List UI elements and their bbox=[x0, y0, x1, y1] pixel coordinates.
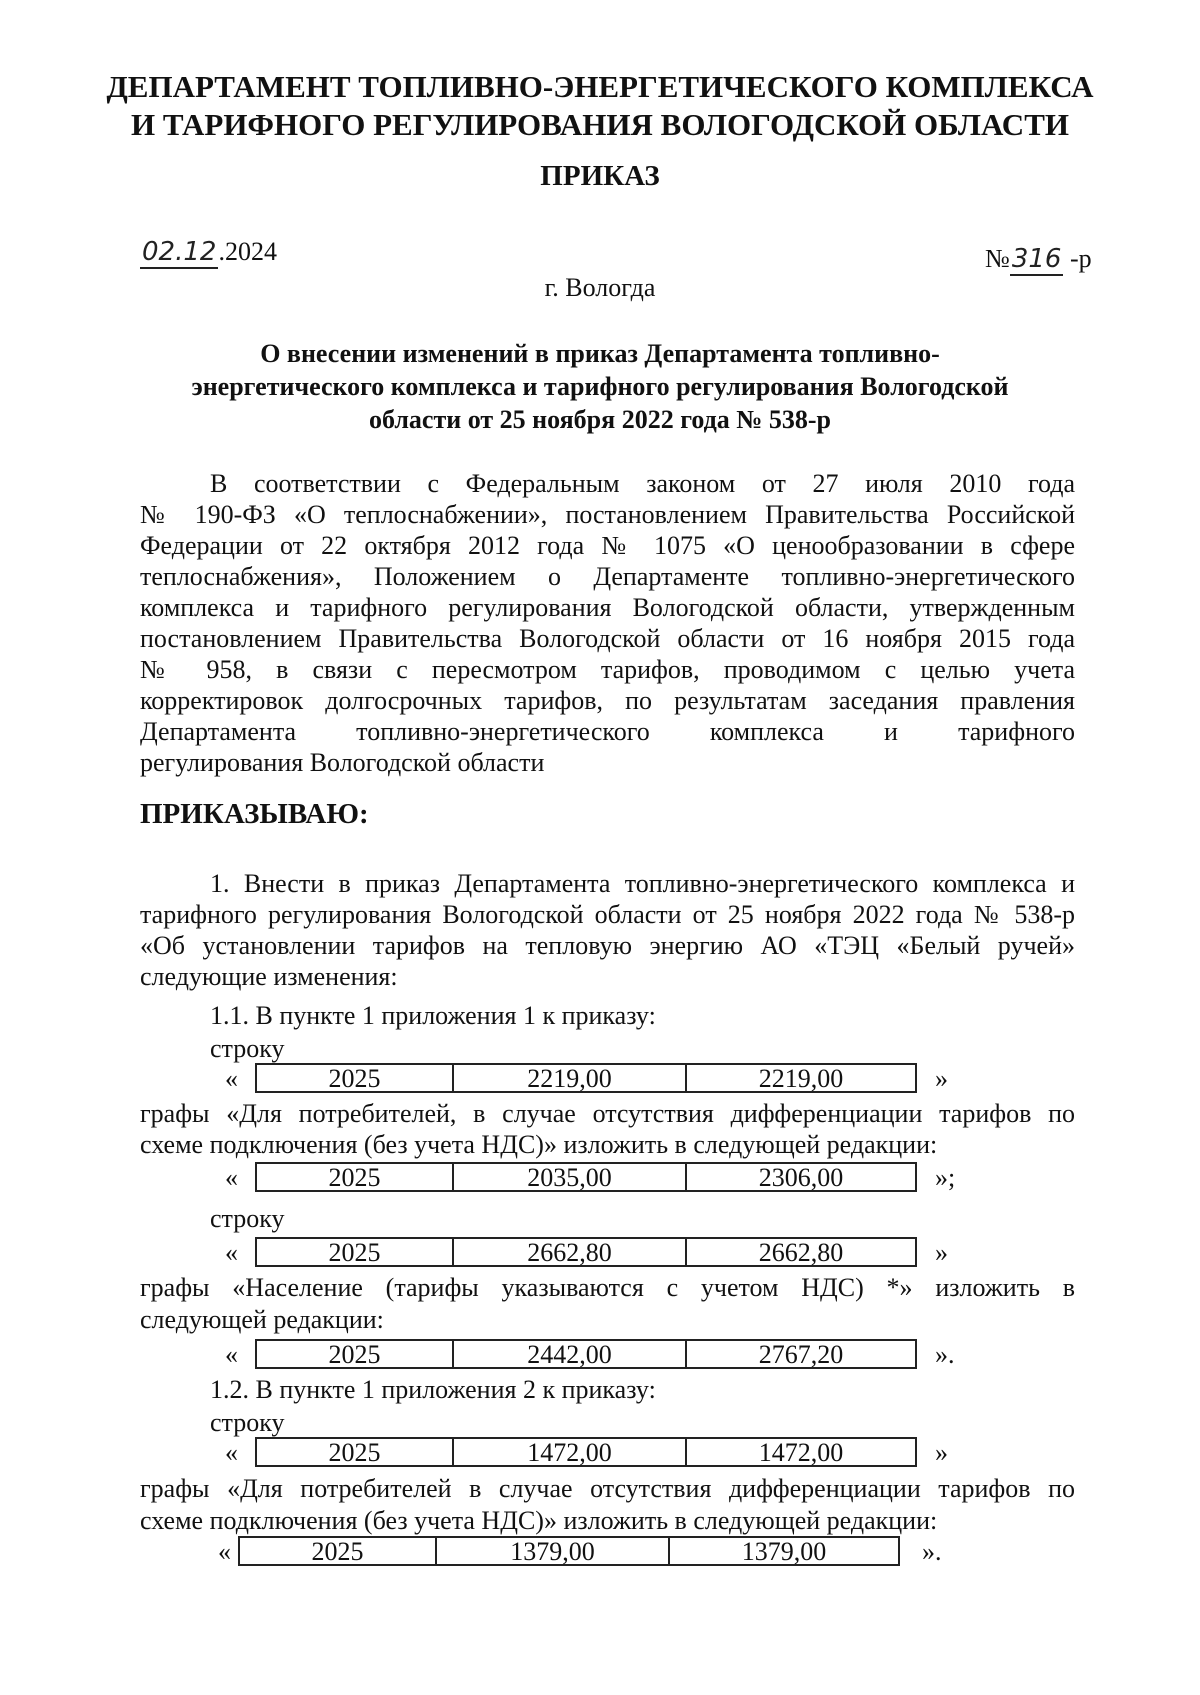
item1-line: тарифного регулирования Вологодской области от 25 ноября 2022 года № 538-р bbox=[140, 900, 1075, 929]
row-f-value1: 1379,00 bbox=[437, 1538, 670, 1564]
preamble-line: Департамента топливно-энергетического комплекса и тарифного bbox=[140, 717, 1075, 746]
row-word-3: строку bbox=[210, 1408, 285, 1437]
row-c-year: 2025 bbox=[257, 1239, 454, 1265]
row-c-value2: 2662,80 bbox=[758, 1238, 844, 1267]
subject-line3: области от 25 ноября 2022 года № 538-р bbox=[368, 405, 832, 434]
preamble-line: корректировок долгосрочных тарифов, по результатам заседания правления bbox=[140, 686, 1075, 715]
text-c-line2: следующей редакции: bbox=[140, 1305, 384, 1334]
row-b-value1: 2035,00 bbox=[454, 1164, 687, 1190]
document-type-title: ПРИКАЗ bbox=[540, 160, 660, 192]
row-d-open-quote: « bbox=[225, 1340, 238, 1369]
row-d-value2: 2767,20 bbox=[758, 1340, 844, 1369]
row-b-close-quote: »; bbox=[935, 1163, 956, 1192]
row-d-close-quote: ». bbox=[935, 1340, 955, 1369]
row-d-value1: 2442,00 bbox=[454, 1341, 687, 1367]
row-b-table bbox=[255, 1162, 917, 1192]
item1-line: 1. Внести в приказ Департамента топливно-энергетического комплекса и bbox=[210, 869, 1075, 898]
document-number bbox=[985, 244, 1092, 274]
row-f-close-quote: ». bbox=[922, 1537, 942, 1566]
row-f-table bbox=[238, 1536, 900, 1566]
row-e-close-quote: » bbox=[935, 1438, 948, 1467]
number-suffix: -р bbox=[1069, 244, 1092, 273]
preamble-line: Федерации от 22 октября 2012 года № 1075 «О ценообразовании в сфере bbox=[140, 531, 1075, 560]
row-d-year: 2025 bbox=[257, 1341, 454, 1367]
preamble-line: № 190-ФЗ «О теплоснабжении», постановлением Правительства Российской bbox=[140, 500, 1075, 529]
item-1 bbox=[140, 868, 1075, 992]
text-a-line1: графы «Для потребителей, в случае отсутствия дифференциации тарифов по bbox=[140, 1099, 1075, 1128]
date-year: .2024 bbox=[218, 237, 277, 266]
date-handwritten: 02.12 bbox=[142, 237, 217, 267]
preamble-line: В соответствии с Федеральным законом от 27 июля 2010 года bbox=[210, 469, 1075, 498]
row-b-value2: 2306,00 bbox=[758, 1163, 844, 1192]
preamble bbox=[140, 468, 1075, 778]
row-a-value2: 2219,00 bbox=[758, 1064, 844, 1093]
department-name-line2: И ТАРИФНОГО РЕГУЛИРОВАНИЯ ВОЛОГОДСКОЙ ОБЛАСТИ bbox=[131, 107, 1069, 142]
row-d-table bbox=[255, 1339, 917, 1369]
row-c-value1: 2662,80 bbox=[454, 1239, 687, 1265]
row-a-close-quote: » bbox=[935, 1064, 948, 1093]
row-f-open-quote: « bbox=[218, 1537, 231, 1566]
preamble-line: теплоснабжения», Положением о Департаменте топливно-энергетического bbox=[140, 562, 1075, 591]
text-e-line2: схеме подключения (без учета НДС)» изложить в следующей редакции: bbox=[140, 1506, 938, 1535]
row-word-2: строку bbox=[210, 1204, 285, 1233]
row-c-open-quote: « bbox=[225, 1238, 238, 1267]
row-a-value1: 2219,00 bbox=[454, 1065, 687, 1091]
item1-last-line: следующие изменения: bbox=[140, 962, 398, 991]
subject-line1: О внесении изменений в приказ Департамента топливно- bbox=[260, 339, 940, 368]
number-handwritten: 316 bbox=[1011, 244, 1062, 274]
preamble-line: комплекса и тарифного регулирования Вологодской области, утвержденным bbox=[140, 593, 1075, 622]
row-e-table bbox=[255, 1437, 917, 1467]
number-prefix: № bbox=[985, 244, 1010, 273]
row-a-year: 2025 bbox=[257, 1065, 454, 1091]
item1-line: «Об установлении тарифов на тепловую энергию АО «ТЭЦ «Белый ручей» bbox=[140, 931, 1075, 960]
row-b-open-quote: « bbox=[225, 1163, 238, 1192]
row-f-value2: 1379,00 bbox=[741, 1537, 827, 1566]
item-1-1-heading: 1.1. В пункте 1 приложения 1 к приказу: bbox=[210, 1001, 656, 1030]
text-c-line1: графы «Население (тарифы указываются с учетом НДС) *» изложить в bbox=[140, 1273, 1075, 1302]
text-a-line2: схеме подключения (без учета НДС)» изложить в следующей редакции: bbox=[140, 1130, 938, 1159]
row-e-year: 2025 bbox=[257, 1439, 454, 1465]
row-e-value1: 1472,00 bbox=[454, 1439, 687, 1465]
row-c-close-quote: » bbox=[935, 1238, 948, 1267]
row-b-year: 2025 bbox=[257, 1164, 454, 1190]
row-c-table bbox=[255, 1237, 917, 1267]
row-a-table bbox=[255, 1063, 917, 1093]
preamble-last-line: регулирования Вологодской области bbox=[140, 748, 545, 777]
row-e-value2: 1472,00 bbox=[758, 1438, 844, 1467]
row-a-open-quote: « bbox=[225, 1064, 238, 1093]
row-word: строку bbox=[210, 1034, 285, 1063]
row-f-year: 2025 bbox=[240, 1538, 437, 1564]
order-word: ПРИКАЗЫВАЮ: bbox=[140, 798, 369, 830]
text-e-line1: графы «Для потребителей в случае отсутствия дифференциации тарифов по bbox=[140, 1474, 1075, 1503]
city: г. Вологда bbox=[544, 273, 656, 302]
department-name-line1: ДЕПАРТАМЕНТ ТОПЛИВНО-ЭНЕРГЕТИЧЕСКОГО КОМПЛЕКСА bbox=[106, 69, 1094, 104]
preamble-line: постановлением Правительства Вологодской области от 16 ноября 2015 года bbox=[140, 624, 1075, 653]
item-1-2-heading: 1.2. В пункте 1 приложения 2 к приказу: bbox=[210, 1375, 656, 1404]
document-date bbox=[140, 237, 277, 267]
order-subject bbox=[120, 337, 1080, 436]
subject-line2: энергетического комплекса и тарифного регулирования Вологодской bbox=[191, 372, 1009, 401]
row-e-open-quote: « bbox=[225, 1438, 238, 1467]
preamble-line: № 958, в связи с пересмотром тарифов, проводимом с целью учета bbox=[140, 655, 1075, 684]
